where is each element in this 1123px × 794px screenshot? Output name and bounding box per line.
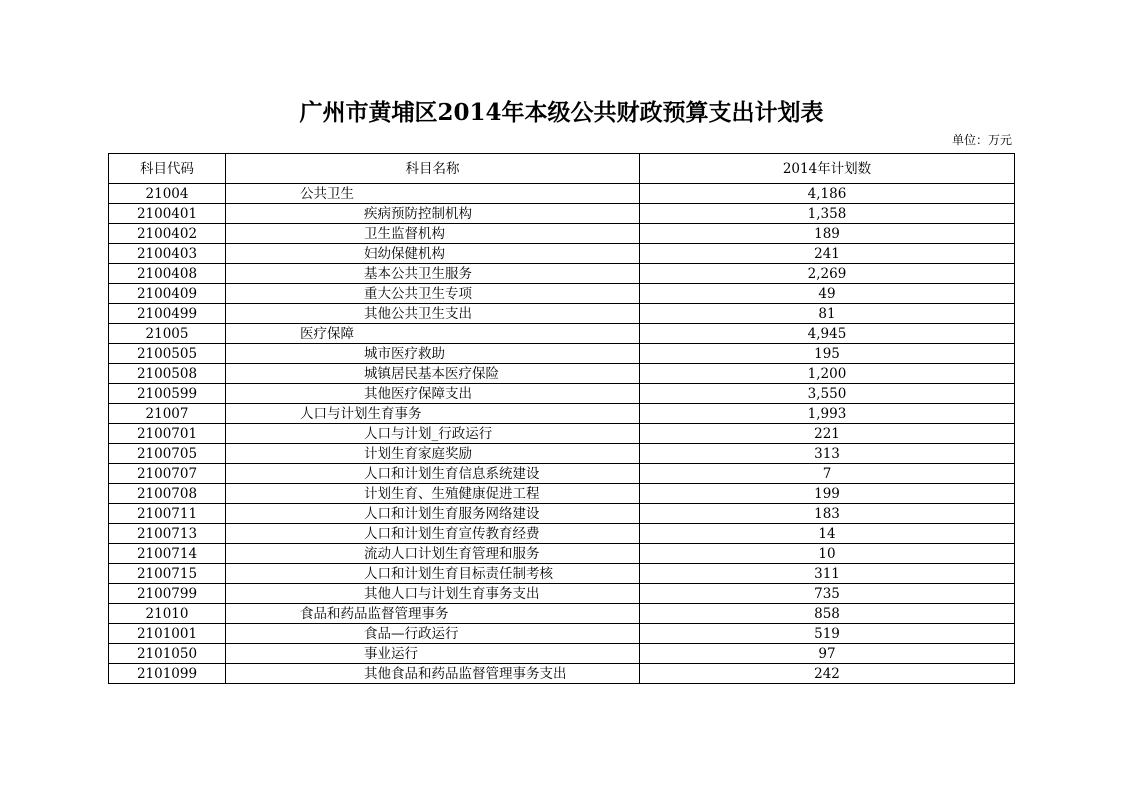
row-amount: 242 <box>640 664 1015 684</box>
row-amount: 313 <box>640 444 1015 464</box>
table-row <box>109 304 1015 324</box>
table-body <box>109 184 1015 684</box>
table-row <box>109 524 1015 544</box>
table-row <box>109 624 1015 644</box>
row-amount: 199 <box>640 484 1015 504</box>
table-header-row <box>109 154 1015 184</box>
table-row <box>109 324 1015 344</box>
budget-table <box>108 153 1015 684</box>
row-amount: 1,200 <box>640 364 1015 384</box>
row-name: 卫生监督机构 <box>226 224 640 244</box>
row-amount: 189 <box>640 224 1015 244</box>
table-row <box>109 564 1015 584</box>
row-amount: 221 <box>640 424 1015 444</box>
table-row <box>109 364 1015 384</box>
row-name: 人口和计划生育信息系统建设 <box>226 464 640 484</box>
row-code: 2100599 <box>109 384 226 404</box>
row-amount: 3,550 <box>640 384 1015 404</box>
table-row <box>109 444 1015 464</box>
row-code: 2100711 <box>109 504 226 524</box>
row-name: 计划生育家庭奖励 <box>226 444 640 464</box>
unit-label: 单位：万元 <box>951 133 1012 147</box>
row-amount: 858 <box>640 604 1015 624</box>
row-code: 2101001 <box>109 624 226 644</box>
row-amount: 241 <box>640 244 1015 264</box>
table-row <box>109 184 1015 204</box>
row-name: 重大公共卫生专项 <box>226 284 640 304</box>
row-code: 2100403 <box>109 244 226 264</box>
row-name: 事业运行 <box>226 644 640 664</box>
table-row <box>109 384 1015 404</box>
row-code: 2100508 <box>109 364 226 384</box>
row-amount: 195 <box>640 344 1015 364</box>
row-code: 21005 <box>109 324 226 344</box>
header-name: 科目名称 <box>226 154 640 184</box>
row-code: 2100499 <box>109 304 226 324</box>
row-amount: 81 <box>640 304 1015 324</box>
table-row <box>109 644 1015 664</box>
row-name: 城镇居民基本医疗保险 <box>226 364 640 384</box>
row-code: 2100401 <box>109 204 226 224</box>
row-code: 2100715 <box>109 564 226 584</box>
row-code: 2100713 <box>109 524 226 544</box>
row-code: 21010 <box>109 604 226 624</box>
header-code: 科目代码 <box>109 154 226 184</box>
table-row <box>109 244 1015 264</box>
row-name: 食品—行政运行 <box>226 624 640 644</box>
table-row <box>109 204 1015 224</box>
page-title: 广州市黄埔区2014年本级公共财政预算支出计划表 <box>299 99 824 126</box>
table-row <box>109 424 1015 444</box>
row-amount: 735 <box>640 584 1015 604</box>
row-code: 2100705 <box>109 444 226 464</box>
row-name: 其他食品和药品监督管理事务支出 <box>226 664 640 684</box>
row-name: 城市医疗救助 <box>226 344 640 364</box>
row-code: 2100799 <box>109 584 226 604</box>
table-row <box>109 604 1015 624</box>
table-row <box>109 284 1015 304</box>
table-row <box>109 504 1015 524</box>
row-code: 21004 <box>109 184 226 204</box>
header-amount: 2014年计划数 <box>640 154 1015 184</box>
row-amount: 1,358 <box>640 204 1015 224</box>
row-name: 其他公共卫生支出 <box>226 304 640 324</box>
row-code: 2101050 <box>109 644 226 664</box>
row-code: 2100402 <box>109 224 226 244</box>
row-amount: 97 <box>640 644 1015 664</box>
row-name: 公共卫生 <box>226 184 640 204</box>
row-amount: 311 <box>640 564 1015 584</box>
row-code: 2100714 <box>109 544 226 564</box>
row-amount: 183 <box>640 504 1015 524</box>
row-name: 食品和药品监督管理事务 <box>226 604 640 624</box>
row-name: 人口和计划生育服务网络建设 <box>226 504 640 524</box>
table-row <box>109 224 1015 244</box>
row-name: 其他人口与计划生育事务支出 <box>226 584 640 604</box>
table-row <box>109 264 1015 284</box>
row-code: 21007 <box>109 404 226 424</box>
row-amount: 49 <box>640 284 1015 304</box>
row-code: 2100707 <box>109 464 226 484</box>
row-name: 疾病预防控制机构 <box>226 204 640 224</box>
row-amount: 14 <box>640 524 1015 544</box>
table-row <box>109 464 1015 484</box>
row-name: 人口与计划_行政运行 <box>226 424 640 444</box>
row-name: 人口和计划生育目标责任制考核 <box>226 564 640 584</box>
table-row <box>109 584 1015 604</box>
row-code: 2100408 <box>109 264 226 284</box>
row-name: 其他医疗保障支出 <box>226 384 640 404</box>
row-amount: 7 <box>640 464 1015 484</box>
row-code: 2101099 <box>109 664 226 684</box>
row-name: 流动人口计划生育管理和服务 <box>226 544 640 564</box>
row-code: 2100409 <box>109 284 226 304</box>
row-amount: 2,269 <box>640 264 1015 284</box>
row-code: 2100708 <box>109 484 226 504</box>
row-amount: 4,945 <box>640 324 1015 344</box>
row-amount: 10 <box>640 544 1015 564</box>
table-row <box>109 544 1015 564</box>
row-name: 医疗保障 <box>226 324 640 344</box>
row-amount: 1,993 <box>640 404 1015 424</box>
table-row <box>109 664 1015 684</box>
row-name: 计划生育、生殖健康促进工程 <box>226 484 640 504</box>
table-row <box>109 344 1015 364</box>
row-code: 2100701 <box>109 424 226 444</box>
table-row <box>109 404 1015 424</box>
row-amount: 4,186 <box>640 184 1015 204</box>
row-name: 基本公共卫生服务 <box>226 264 640 284</box>
row-name: 人口和计划生育宣传教育经费 <box>226 524 640 544</box>
row-amount: 519 <box>640 624 1015 644</box>
row-name: 人口与计划生育事务 <box>226 404 640 424</box>
row-code: 2100505 <box>109 344 226 364</box>
row-name: 妇幼保健机构 <box>226 244 640 264</box>
table-row <box>109 484 1015 504</box>
